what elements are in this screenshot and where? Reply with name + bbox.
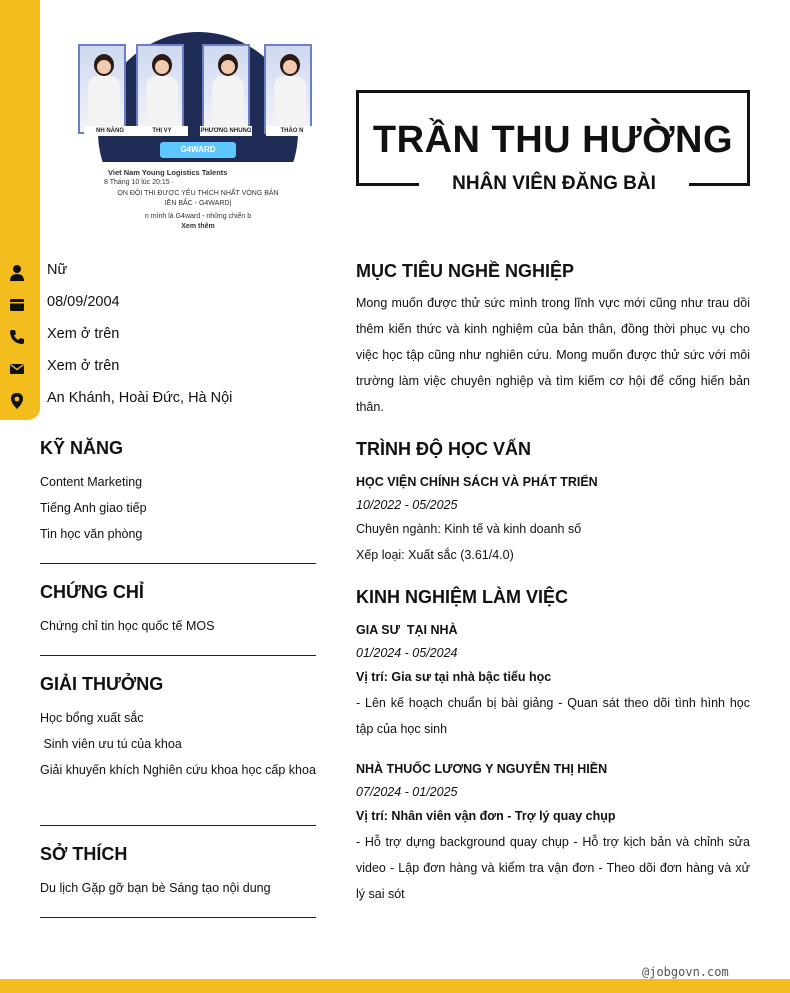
photo-caption — [98, 162, 298, 232]
birthday-text: 08/09/2004 — [47, 294, 120, 310]
job-description: - Hỗ trợ dựng background quay chụp - Hỗ trợ kịch bản và chỉnh sửa video - Lập đơn hàng và kiểm tra vận đơn - Theo dõi đơn hàng và xử lý sai sót — [356, 835, 750, 901]
award-item: Giải khuyến khích Nghiên cứu khoa học cấp khoa — [40, 763, 316, 777]
hobbies-text: Du lịch Gặp gỡ bạn bè Sáng tạo nội dung — [40, 881, 271, 895]
contact-address — [0, 388, 330, 412]
contact-birthday — [0, 292, 330, 316]
divider — [40, 917, 316, 918]
divider — [40, 655, 316, 656]
location-pin-icon — [8, 392, 26, 410]
award-item: Sinh viên ưu tú của khoa — [40, 737, 182, 751]
watermark: @jobgovn.com — [642, 965, 729, 979]
caption-time: 8 Tháng 10 lúc 20:15 · — [104, 179, 174, 186]
award-item: Học bổng xuất sắc — [40, 711, 144, 725]
name-box — [356, 90, 750, 194]
caption-more: Xem thêm — [181, 223, 215, 230]
divider — [40, 563, 316, 564]
card-icon — [8, 296, 26, 314]
contestant-label: PHƯƠNG NHUNG — [200, 128, 252, 134]
hobbies-heading: SỞ THÍCH — [40, 844, 128, 864]
job-description: - Lên kế hoạch chuẩn bị bài giảng - Quan sát theo dõi tình hình học tập của học sinh — [356, 696, 750, 736]
caption-line: n mình là G4ward - những chiến b — [144, 213, 252, 220]
experience-heading: KINH NGHIỆM LÀM VIỆC — [356, 587, 569, 607]
contestant-label: THẢO N — [266, 126, 318, 136]
contact-gender — [0, 260, 330, 284]
caption-line: ỌN ĐỘI THI ĐƯỢC YÊU THÍCH NHẤT VÒNG BẢN — [117, 190, 279, 197]
contestant-frame — [202, 44, 250, 134]
contact-email — [0, 356, 330, 380]
person-icon — [8, 264, 26, 282]
contestant-label: THỊ VY — [136, 126, 188, 136]
address-text: An Khánh, Hoài Đức, Hà Nội — [47, 390, 233, 406]
caption-title: Viet Nam Young Logistics Talents — [108, 168, 228, 177]
contestant-frame — [136, 44, 184, 134]
job-company: NHÀ THUỐC LƯƠNG Y NGUYỄN THỊ HIỀN — [356, 762, 608, 776]
education-major: Chuyên ngành: Kinh tế và kinh doanh số — [356, 522, 582, 536]
objective-heading: MỤC TIÊU NGHỀ NGHIỆP — [356, 261, 575, 281]
job-period: 01/2024 - 05/2024 — [356, 646, 458, 660]
g4ward-logo: G4WARD — [160, 142, 236, 158]
phone-text: Xem ở trên — [47, 326, 120, 342]
phone-icon — [8, 328, 26, 346]
contact-phone — [0, 324, 330, 348]
job-title: NHÂN VIÊN ĐĂNG BÀI — [419, 173, 689, 195]
job-position: Vị trí: Nhân viên vận đơn - Trợ lý quay chụp — [356, 809, 616, 823]
contestant-frame — [264, 44, 312, 134]
skill-item: Content Marketing — [40, 475, 143, 489]
awards-heading: GIẢI THƯỞNG — [40, 674, 164, 694]
contestant-label: NH NĂNG — [84, 126, 136, 136]
objective-text: Mong muốn được thử sức mình trong lĩnh vực mới cũng như trau dồi thêm kiến thức và kinh nghiệm của bản thân, đồng thời phục vụ cho việc học tập cũng như nghiên cứu. Mong muốn được thử sức với môi trường làm việc chuyên nghiệp và tìm kiếm cơ hội để cống hiến bản thân. — [356, 296, 750, 414]
education-period: 10/2022 - 05/2025 — [356, 498, 458, 512]
caption-line: IỀN BẮC - G4WARD| — [164, 200, 232, 207]
education-heading: TRÌNH ĐỘ HỌC VẤN — [356, 439, 531, 459]
job-period: 07/2024 - 01/2025 — [356, 785, 458, 799]
envelope-icon — [8, 360, 26, 378]
accent-footer-bar — [0, 979, 790, 993]
skill-item: Tin học văn phòng — [40, 527, 143, 541]
candidate-name: TRẦN THU HƯỜNG — [372, 119, 734, 161]
education-grade: Xếp loại: Xuất sắc (3.61/4.0) — [356, 548, 514, 562]
contestant-frame — [78, 44, 126, 134]
skill-item: Tiếng Anh giao tiếp — [40, 501, 147, 515]
profile-photo — [96, 32, 304, 232]
job-position: Vị trí: Gia sư tại nhà bậc tiểu học — [356, 670, 552, 684]
email-text: Xem ở trên — [47, 358, 120, 374]
gender-text: Nữ — [47, 262, 68, 278]
skills-heading: KỸ NĂNG — [40, 438, 124, 458]
divider — [40, 825, 316, 826]
job-company: GIA SƯ TẠI NHÀ — [356, 623, 458, 637]
certificate-item: Chứng chỉ tin học quốc tế MOS — [40, 619, 215, 633]
certificates-heading: CHỨNG CHỈ — [40, 582, 144, 602]
school-name: HỌC VIỆN CHÍNH SÁCH VÀ PHÁT TRIỂN — [356, 475, 598, 489]
